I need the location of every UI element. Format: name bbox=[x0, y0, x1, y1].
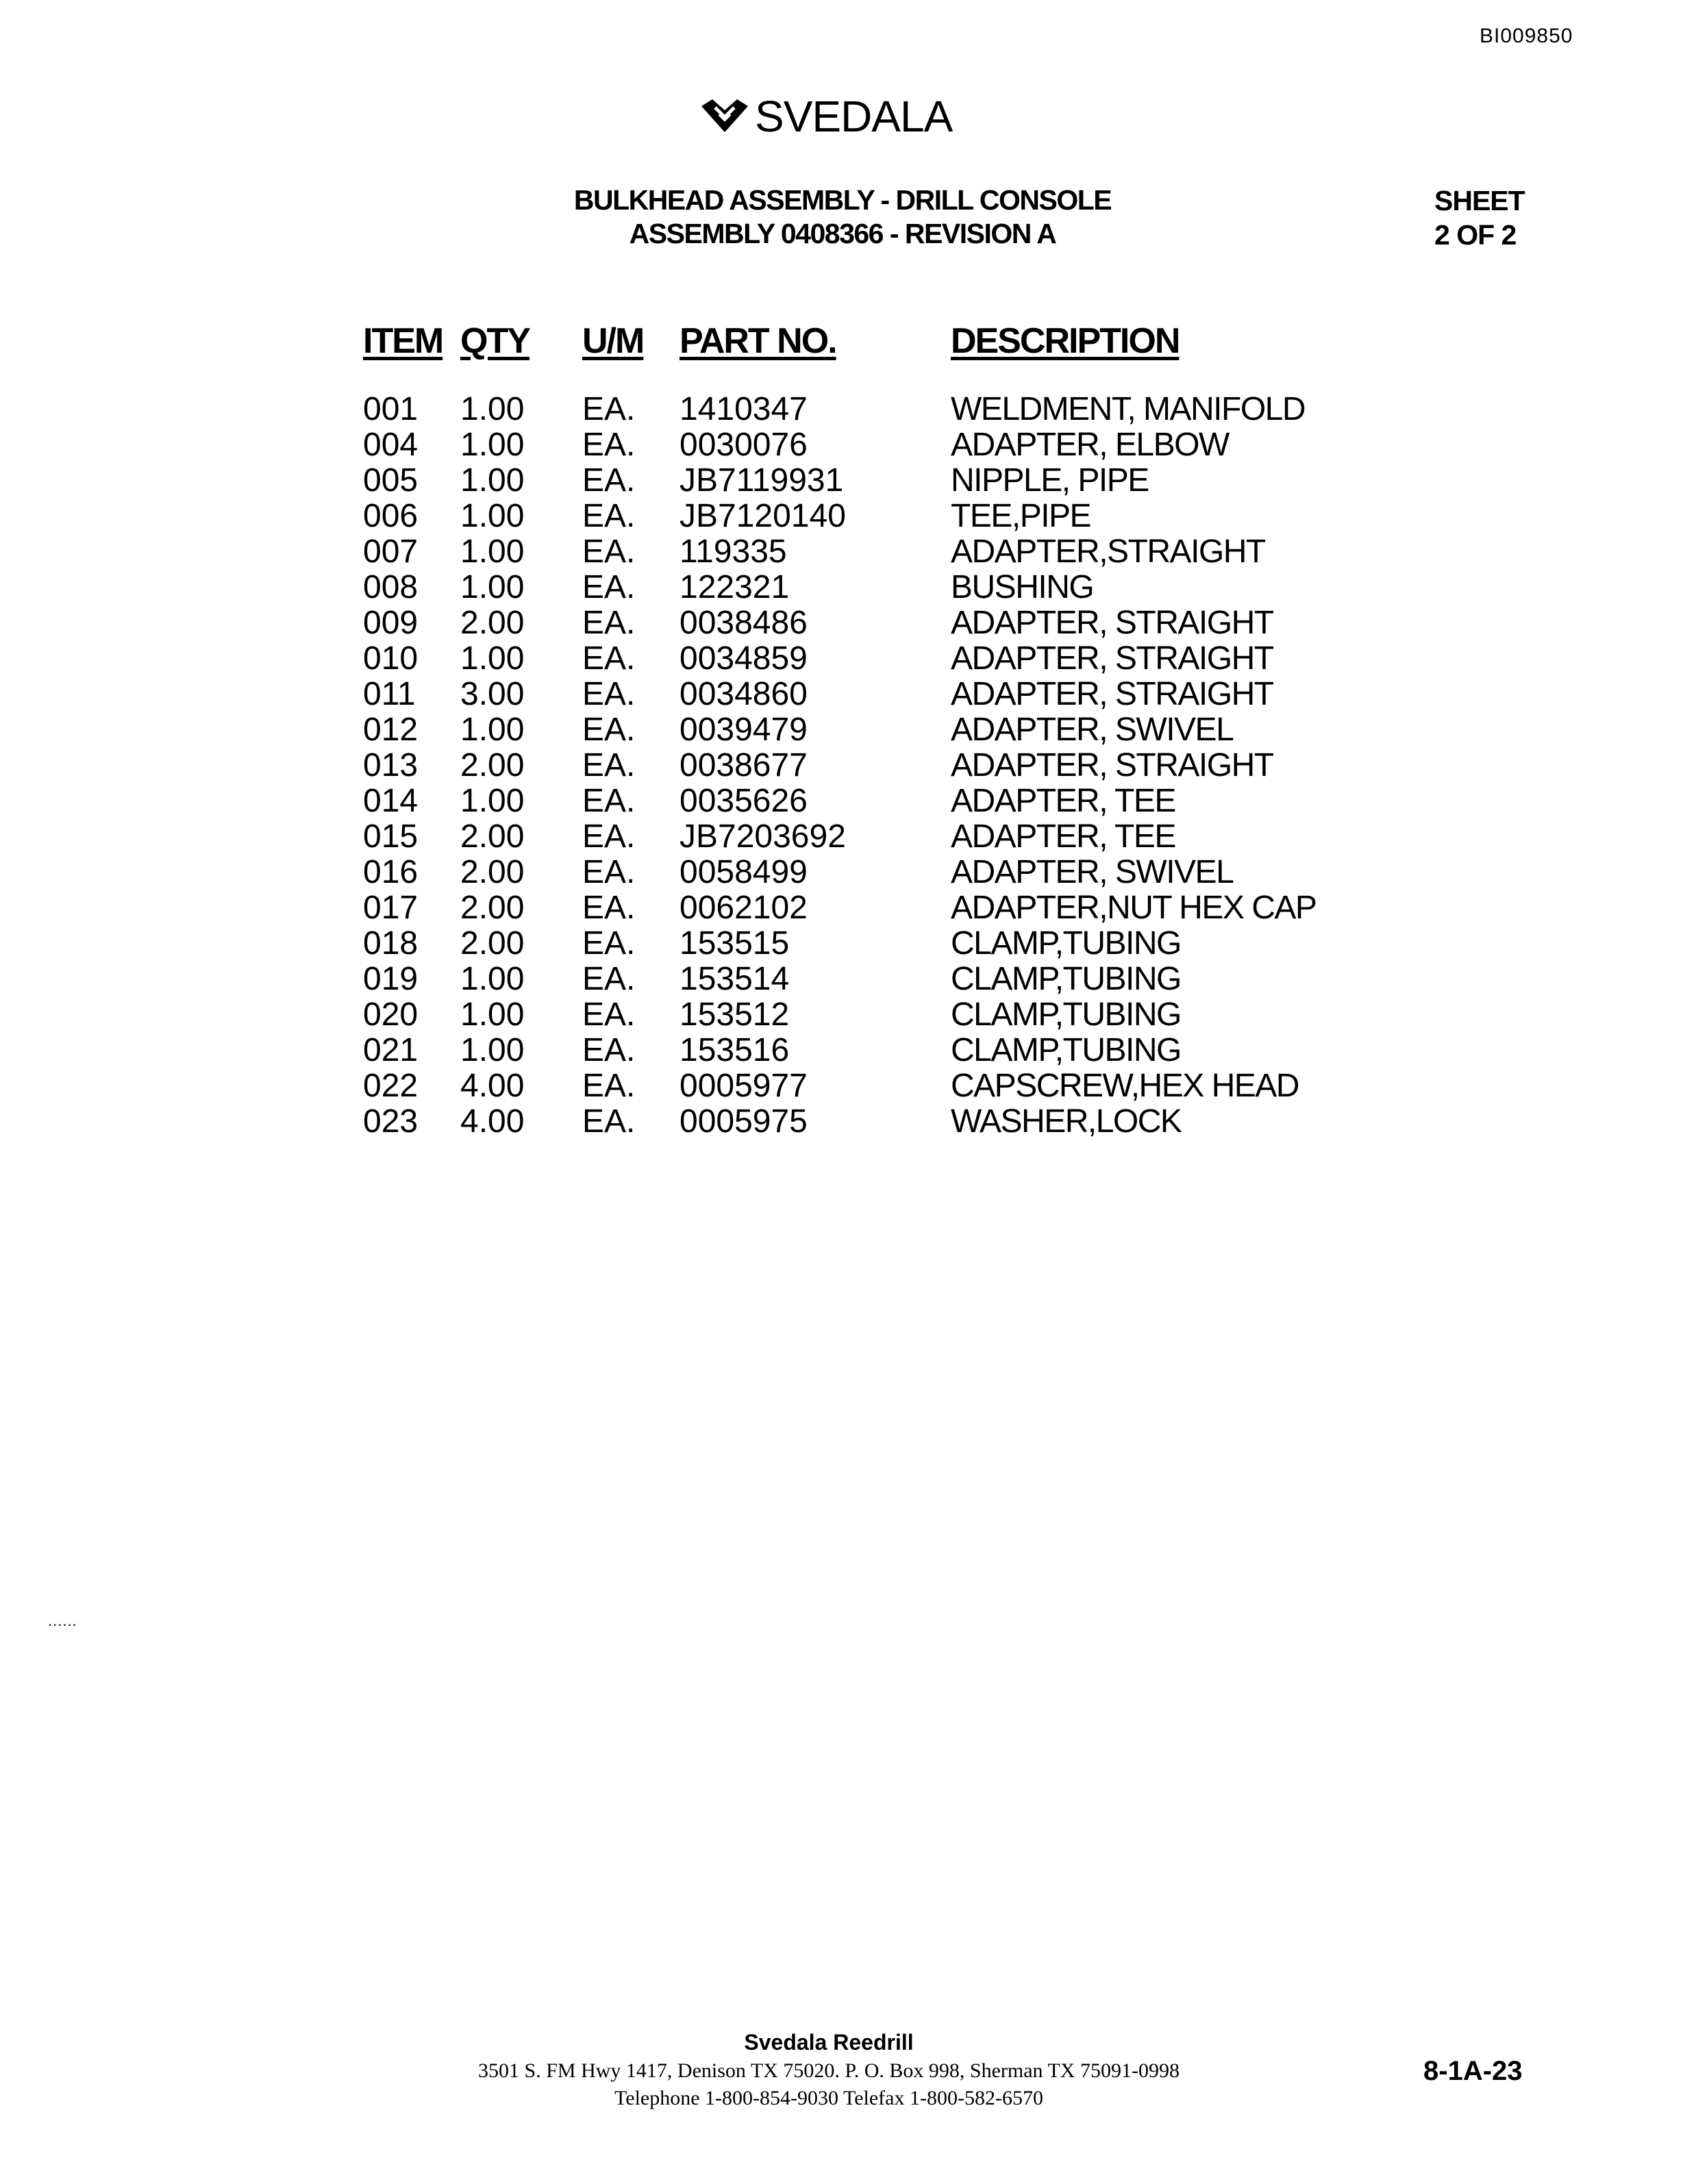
cell-item: 016 bbox=[363, 854, 419, 890]
cell-description: ADAPTER,NUT HEX CAP bbox=[951, 890, 1317, 926]
header-qty: QTY bbox=[460, 321, 529, 361]
cell-item: 011 bbox=[363, 676, 416, 712]
table-row bbox=[363, 641, 1334, 677]
cell-description: ADAPTER, SWIVEL bbox=[951, 712, 1234, 748]
cell-qty: 2.00 bbox=[460, 854, 525, 890]
table-row bbox=[363, 926, 1334, 962]
cell-item: 014 bbox=[363, 783, 419, 819]
table-row bbox=[363, 534, 1334, 570]
cell-description: ADAPTER,STRAIGHT bbox=[951, 534, 1265, 570]
cell-item: 001 bbox=[363, 391, 419, 427]
cell-part-no: 153512 bbox=[680, 996, 790, 1033]
cell-part-no: 153516 bbox=[680, 1032, 790, 1068]
cell-qty: 1.00 bbox=[460, 462, 525, 499]
header-description: DESCRIPTION bbox=[951, 321, 1180, 361]
cell-part-no: 0030076 bbox=[680, 427, 808, 463]
title-line-2: ASSEMBLY 0408366 - REVISION A bbox=[629, 218, 1056, 249]
table-row bbox=[363, 499, 1334, 534]
cell-part-no: JB7119931 bbox=[680, 462, 844, 499]
cell-um: EA. bbox=[582, 640, 636, 677]
cell-um: EA. bbox=[582, 925, 636, 962]
cell-qty: 1.00 bbox=[460, 961, 525, 997]
cell-qty: 3.00 bbox=[460, 676, 525, 712]
table-row bbox=[363, 677, 1334, 712]
cell-um: EA. bbox=[582, 605, 636, 641]
table-row bbox=[363, 997, 1334, 1033]
header-part-no: PART NO. bbox=[680, 321, 836, 361]
cell-part-no: 1410347 bbox=[680, 391, 808, 427]
table-row bbox=[363, 890, 1334, 926]
cell-item: 007 bbox=[363, 534, 419, 570]
cell-part-no: 0038677 bbox=[680, 747, 808, 783]
cell-description: ADAPTER, SWIVEL bbox=[951, 854, 1234, 890]
cell-qty: 4.00 bbox=[460, 1103, 525, 1140]
cell-um: EA. bbox=[582, 747, 636, 783]
cell-um: EA. bbox=[582, 854, 636, 890]
cell-part-no: 153515 bbox=[680, 925, 790, 962]
cell-um: EA. bbox=[582, 818, 636, 855]
cell-part-no: 0039479 bbox=[680, 712, 808, 748]
company-logo bbox=[699, 92, 953, 141]
cell-item: 021 bbox=[363, 1032, 419, 1068]
cell-qty: 1.00 bbox=[460, 391, 525, 427]
assembly-title bbox=[534, 184, 1151, 251]
cell-um: EA. bbox=[582, 1103, 636, 1140]
cell-part-no: 0005975 bbox=[680, 1103, 808, 1140]
cell-qty: 2.00 bbox=[460, 925, 525, 962]
margin-mark: ...... bbox=[48, 1612, 77, 1629]
cell-um: EA. bbox=[582, 462, 636, 499]
cell-qty: 1.00 bbox=[460, 996, 525, 1033]
cell-qty: 1.00 bbox=[460, 712, 525, 748]
cell-item: 019 bbox=[363, 961, 419, 997]
table-row bbox=[363, 1068, 1334, 1104]
cell-item: 009 bbox=[363, 605, 419, 641]
cell-description: CLAMP,TUBING bbox=[951, 961, 1181, 997]
table-row bbox=[363, 783, 1334, 819]
cell-qty: 1.00 bbox=[460, 783, 525, 819]
svedala-diamond-icon bbox=[699, 97, 751, 136]
cell-item: 010 bbox=[363, 640, 419, 677]
cell-qty: 1.00 bbox=[460, 569, 525, 605]
cell-qty: 1.00 bbox=[460, 640, 525, 677]
footer-company: Svedala Reedrill bbox=[744, 2030, 914, 2055]
cell-um: EA. bbox=[582, 534, 636, 570]
cell-description: WASHER,LOCK bbox=[951, 1103, 1182, 1140]
cell-um: EA. bbox=[582, 996, 636, 1033]
cell-qty: 4.00 bbox=[460, 1068, 525, 1104]
table-row bbox=[363, 570, 1334, 605]
cell-part-no: 122321 bbox=[680, 569, 790, 605]
cell-um: EA. bbox=[582, 427, 636, 463]
cell-um: EA. bbox=[582, 783, 636, 819]
cell-item: 022 bbox=[363, 1068, 419, 1104]
cell-description: CAPSCREW,HEX HEAD bbox=[951, 1068, 1299, 1104]
cell-um: EA. bbox=[582, 1032, 636, 1068]
cell-item: 017 bbox=[363, 890, 419, 926]
cell-description: ADAPTER, STRAIGHT bbox=[951, 605, 1273, 641]
sheet-number bbox=[1434, 184, 1525, 252]
title-line-1: BULKHEAD ASSEMBLY - DRILL CONSOLE bbox=[573, 184, 1112, 216]
table-header-row bbox=[363, 321, 1334, 392]
cell-um: EA. bbox=[582, 712, 636, 748]
table-row bbox=[363, 605, 1334, 641]
page-code: 8-1A-23 bbox=[1423, 2056, 1523, 2086]
header-um: U/M bbox=[582, 321, 644, 361]
cell-part-no: 153514 bbox=[680, 961, 790, 997]
table-row bbox=[363, 819, 1334, 855]
table-row bbox=[363, 427, 1334, 463]
document-id: BI009850 bbox=[1480, 25, 1573, 47]
cell-qty: 1.00 bbox=[460, 498, 525, 534]
cell-item: 012 bbox=[363, 712, 419, 748]
cell-description: CLAMP,TUBING bbox=[951, 996, 1181, 1033]
cell-qty: 2.00 bbox=[460, 605, 525, 641]
cell-um: EA. bbox=[582, 676, 636, 712]
cell-description: ADAPTER, STRAIGHT bbox=[951, 747, 1273, 783]
table-row bbox=[363, 712, 1334, 748]
cell-um: EA. bbox=[582, 890, 636, 926]
cell-description: ADAPTER, TEE bbox=[951, 818, 1175, 855]
cell-qty: 2.00 bbox=[460, 747, 525, 783]
cell-um: EA. bbox=[582, 1068, 636, 1104]
cell-item: 013 bbox=[363, 747, 419, 783]
parts-list-body bbox=[363, 392, 1334, 1140]
cell-part-no: 119335 bbox=[680, 534, 787, 570]
table-row bbox=[363, 392, 1334, 427]
cell-description: ADAPTER, STRAIGHT bbox=[951, 676, 1273, 712]
cell-item: 005 bbox=[363, 462, 419, 499]
cell-part-no: 0035626 bbox=[680, 783, 808, 819]
cell-um: EA. bbox=[582, 961, 636, 997]
cell-um: EA. bbox=[582, 391, 636, 427]
cell-item: 018 bbox=[363, 925, 419, 962]
footer bbox=[384, 2027, 1274, 2112]
cell-description: BUSHING bbox=[951, 569, 1094, 605]
cell-item: 020 bbox=[363, 996, 419, 1033]
cell-qty: 2.00 bbox=[460, 890, 525, 926]
cell-item: 006 bbox=[363, 498, 419, 534]
cell-description: ADAPTER, TEE bbox=[951, 783, 1175, 819]
cell-description: CLAMP,TUBING bbox=[951, 1032, 1181, 1068]
table-row bbox=[363, 962, 1334, 997]
sheet-label: SHEET bbox=[1434, 185, 1525, 216]
footer-phone: Telephone 1-800-854-9030 Telefax 1-800-582-6570 bbox=[614, 2087, 1043, 2109]
cell-part-no: 0058499 bbox=[680, 854, 808, 890]
logo-wordmark: SVEDALA bbox=[755, 92, 953, 141]
cell-part-no: 0005977 bbox=[680, 1068, 808, 1104]
cell-item: 008 bbox=[363, 569, 419, 605]
parts-list-table bbox=[363, 321, 1334, 1140]
table-row bbox=[363, 1104, 1334, 1140]
cell-description: ADAPTER, ELBOW bbox=[951, 427, 1229, 463]
sheet-count: 2 OF 2 bbox=[1434, 219, 1517, 251]
cell-um: EA. bbox=[582, 498, 636, 534]
cell-description: TEE,PIPE bbox=[951, 498, 1091, 534]
table-row bbox=[363, 1033, 1334, 1068]
cell-item: 023 bbox=[363, 1103, 419, 1140]
cell-description: WELDMENT, MANIFOLD bbox=[951, 391, 1306, 427]
cell-part-no: JB7120140 bbox=[680, 498, 846, 534]
table-row bbox=[363, 463, 1334, 499]
cell-part-no: 0034859 bbox=[680, 640, 808, 677]
cell-qty: 1.00 bbox=[460, 534, 525, 570]
cell-qty: 1.00 bbox=[460, 1032, 525, 1068]
cell-part-no: 0038486 bbox=[680, 605, 808, 641]
header-item: ITEM bbox=[363, 321, 443, 361]
cell-description: ADAPTER, STRAIGHT bbox=[951, 640, 1273, 677]
cell-qty: 1.00 bbox=[460, 427, 525, 463]
cell-part-no: JB7203692 bbox=[680, 818, 846, 855]
cell-part-no: 0034860 bbox=[680, 676, 808, 712]
table-row bbox=[363, 855, 1334, 890]
cell-description: NIPPLE, PIPE bbox=[951, 462, 1149, 499]
cell-item: 004 bbox=[363, 427, 419, 463]
footer-address: 3501 S. FM Hwy 1417, Denison TX 75020. P. O. Box 998, Sherman TX 75091-0998 bbox=[478, 2059, 1180, 2082]
cell-item: 015 bbox=[363, 818, 419, 855]
cell-description: CLAMP,TUBING bbox=[951, 925, 1181, 962]
cell-qty: 2.00 bbox=[460, 818, 525, 855]
cell-um: EA. bbox=[582, 569, 636, 605]
table-row bbox=[363, 748, 1334, 783]
cell-part-no: 0062102 bbox=[680, 890, 808, 926]
